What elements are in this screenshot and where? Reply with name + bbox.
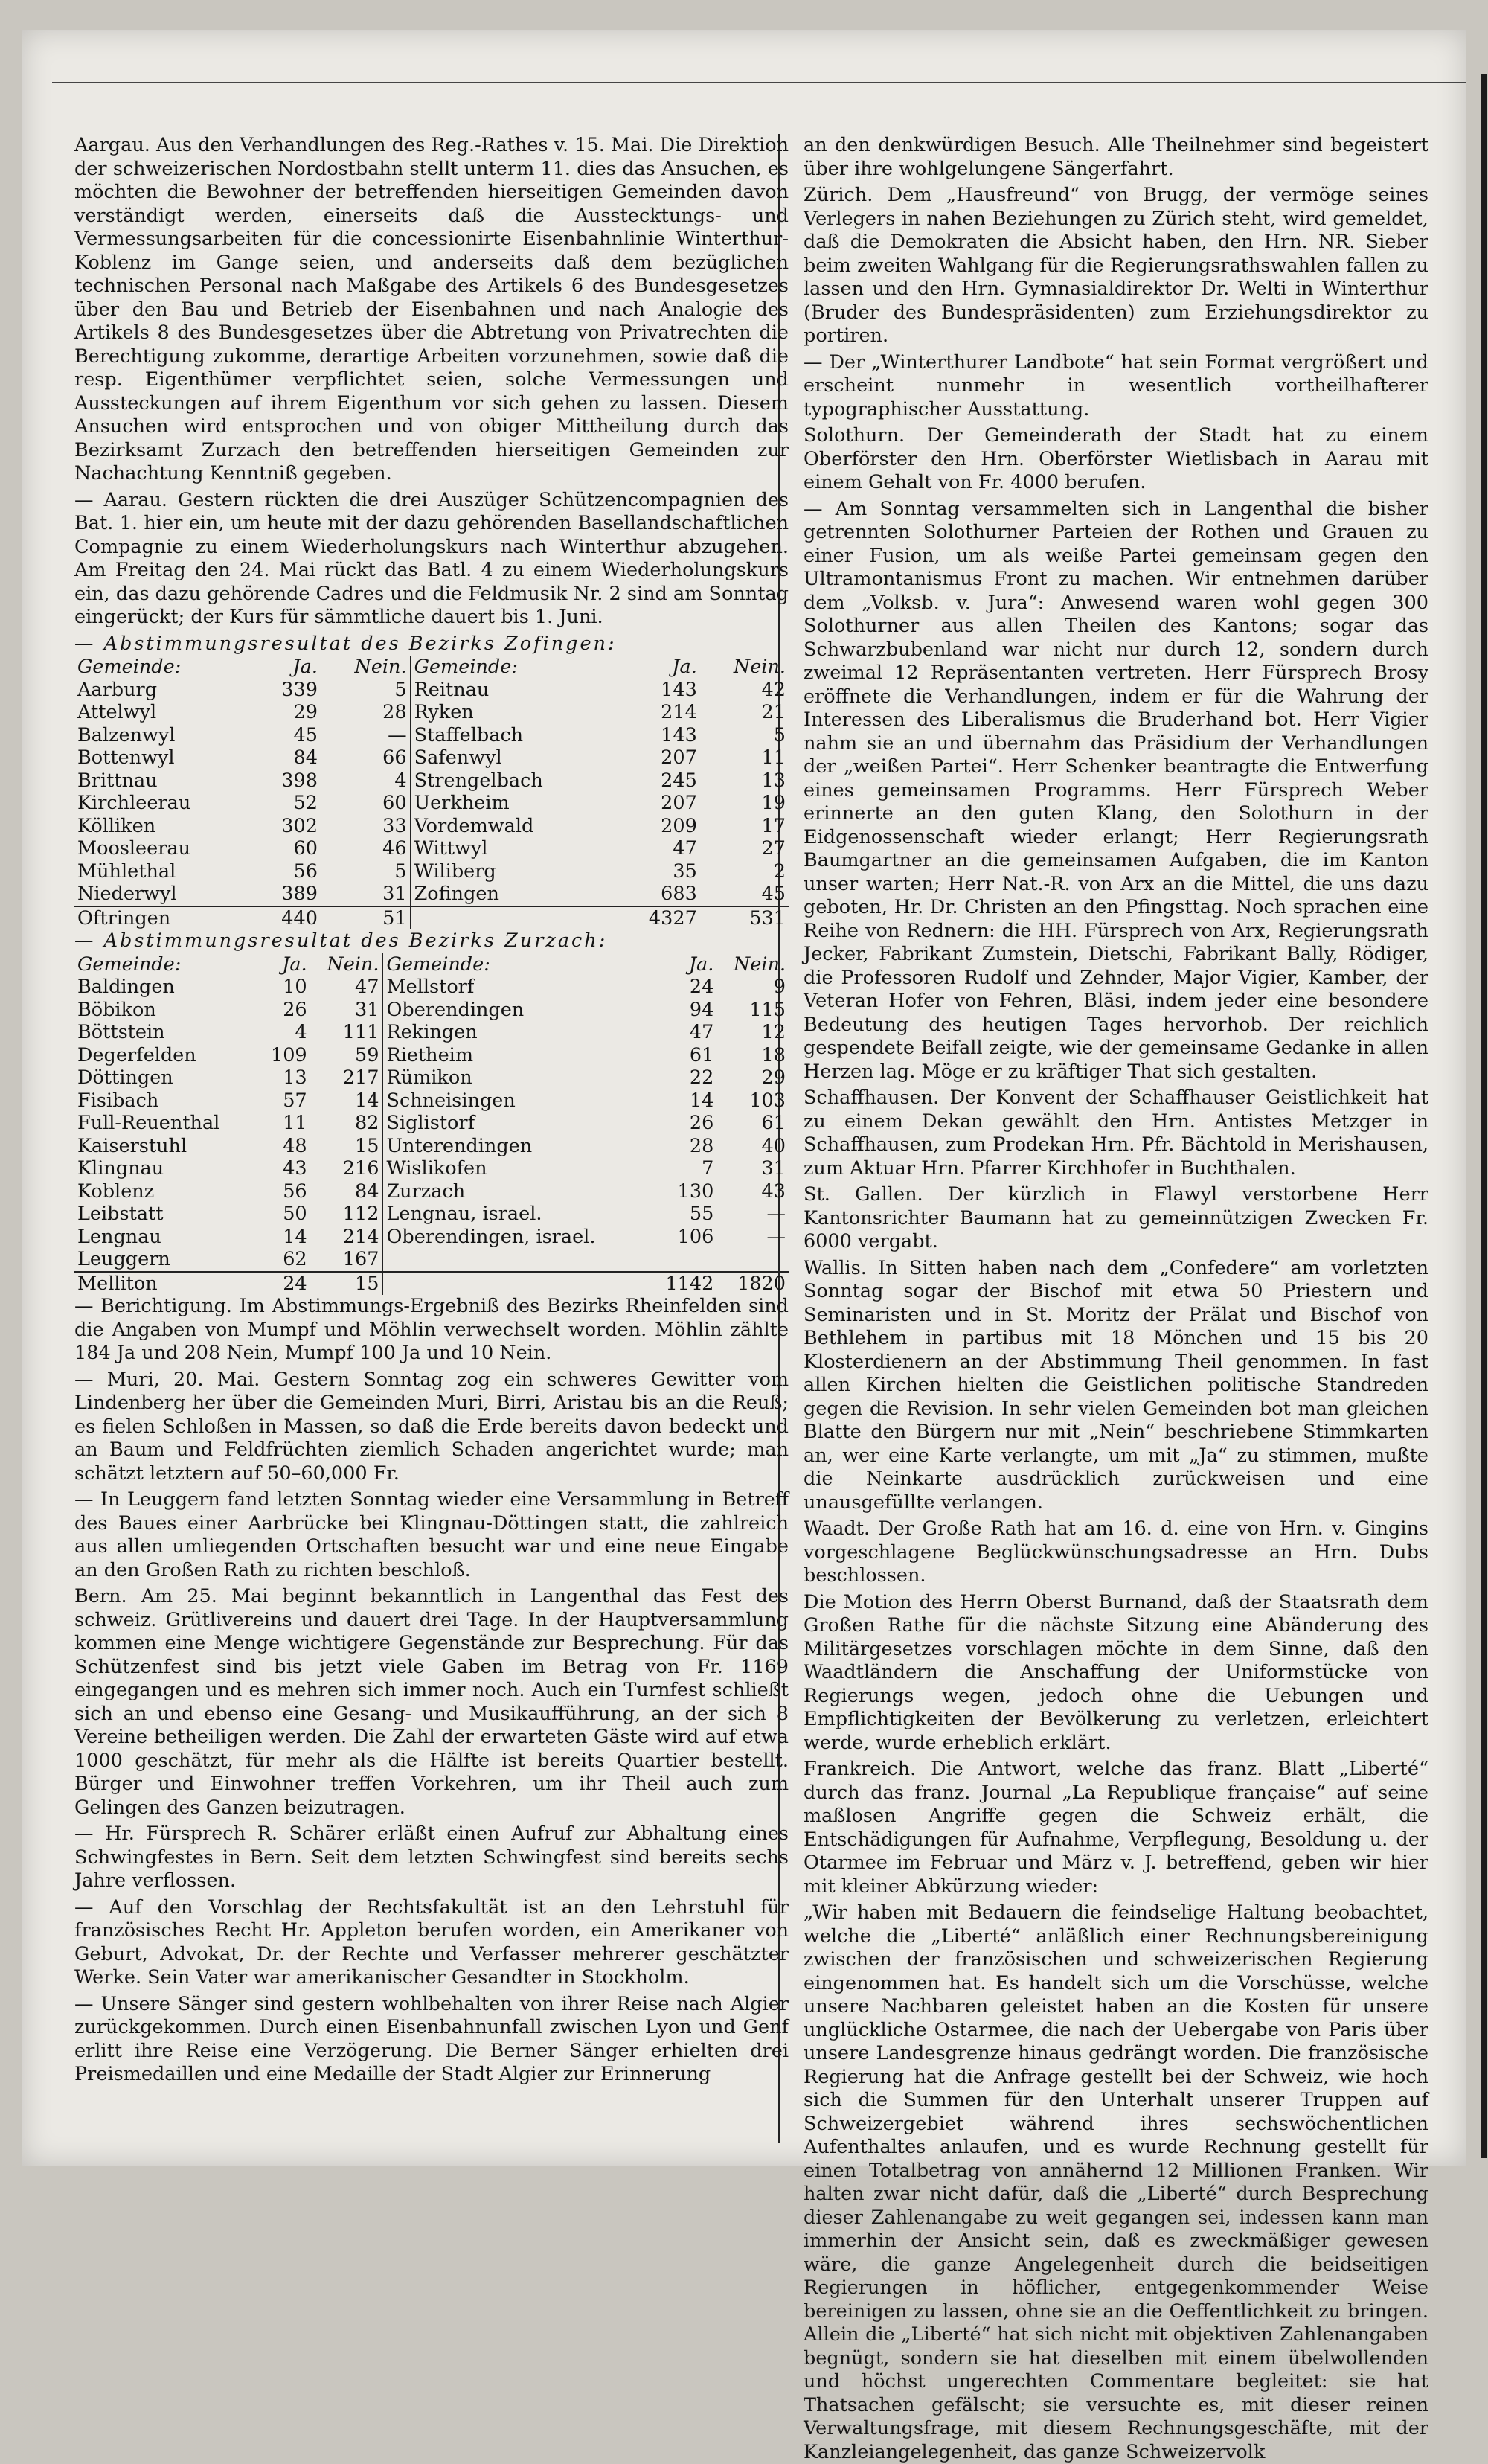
zurzach-cell: —	[766, 1203, 786, 1225]
zofingen-cell: 209	[661, 814, 697, 837]
zofingen-cell: 4	[321, 769, 411, 793]
zofingen-cell: 5	[321, 679, 411, 702]
zofingen-cell: 2	[773, 860, 786, 883]
zofingen-row	[74, 792, 789, 815]
zofingen-cell: 19	[761, 792, 786, 814]
zurzach-cell	[716, 1248, 789, 1272]
zofingen-row	[74, 837, 789, 860]
zurzach-cell: Leibstatt	[77, 1203, 164, 1225]
zofingen-header-cell: Gemeinde:	[77, 656, 182, 678]
zurzach-cell: 10	[283, 976, 307, 998]
zurzach-cell: 167	[310, 1248, 383, 1272]
left-column	[74, 134, 789, 2087]
zurzach-cell: Lengnau	[77, 1225, 161, 1248]
zurzach-cell: 14	[689, 1089, 714, 1112]
zofingen-cell: 66	[321, 746, 411, 769]
zofingen-cell: Kirchleerau	[77, 792, 191, 814]
zurzach-cell: Rekingen	[386, 1021, 478, 1043]
zofingen-cell: 51	[321, 906, 411, 930]
zurzach-cell: 59	[310, 1044, 383, 1067]
zofingen-cell: 28	[321, 701, 411, 724]
zofingen-cell: Bottenwyl	[77, 746, 175, 769]
zurzach-cell: Fisibach	[77, 1089, 159, 1112]
zurzach-row	[74, 1248, 789, 1272]
zurzach-cell: 1142	[650, 1272, 716, 1296]
zurzach-cell: 15	[310, 1272, 383, 1296]
article-schaffhausen: Schaffhausen. Der Konvent der Schaffhauser Geistlichkeit hat zu einem Dekan gewählt den Hrn. Antistes Metzger in Schaffhausen, zum Prodekan Hrn. Pfr. Bächtold in Merishausen, zum Aktuar Hrn. Pfarrer Kirchhofer in Buchthalen.	[804, 1087, 1428, 1180]
zofingen-cell: 56	[293, 860, 318, 883]
zurzach-cell: 109	[270, 1043, 307, 1066]
zofingen-cell: Niederwyl	[77, 883, 177, 905]
zurzach-cell: 31	[310, 999, 383, 1022]
zofingen-cell: Kölliken	[77, 814, 156, 837]
zurzach-cell	[382, 1248, 650, 1272]
zurzach-cell: 130	[677, 1180, 714, 1203]
zofingen-cell: 33	[321, 815, 411, 838]
zurzach-cell: 26	[283, 998, 307, 1021]
zurzach-cell: 13	[283, 1066, 307, 1089]
article-aarau-schuetzen: — Aarau. Gestern rückten die drei Auszüger Schützencompagnien des Bat. 1. hier ein, um heute mit der dazu gehörenden Basellandschaftlichen Compagnie zu einem Wiederholungskurs nach Winterthur abzugehen. Am Freitag den 24. Mai rückt das Batl. 4 zu einem Wiederholungskurs ein, das dazu gehörende Cadres und die Feldmusik Nr. 2 sind am Sonntag eingerückt; der Kurs für sämmtliche dauert bis 1. Juni.	[74, 488, 789, 628]
zurzach-cell: 47	[310, 976, 383, 999]
article-solothurn: Solothurn. Der Gemeinderath der Stadt hat zu einem Oberförster den Hrn. Oberförster Wietlisbach in Aarau mit einem Gehalt von Fr. 4000 berufen.	[804, 424, 1428, 493]
article-berichtigung: — Berichtigung. Im Abstimmungs-Ergebniß des Bezirks Rheinfelden sind die Angaben von Mumpf und Möhlin verwechselt worden. Möhlin zählte 184 Ja und 208 Nein, Mumpf 100 Ja und 10 Nein.	[74, 1295, 789, 1364]
zurzach-cell: 106	[677, 1225, 714, 1248]
table-zurzach-title: — Abstimmungsresultat des Bezirks Zurzach:	[74, 929, 608, 952]
article-schwingfest: — Hr. Fürsprech R. Schärer erläßt einen Aufruf zur Abhaltung eines Schwingfestes in Bern. Seit dem letzten Schwingfest sind bereits sechs Jahre verflossen.	[74, 1823, 789, 1892]
zofingen-cell: 29	[293, 701, 318, 723]
table-zofingen	[74, 656, 789, 929]
zofingen-cell: Vordemwald	[414, 814, 534, 837]
article-st-gallen: St. Gallen. Der kürzlich in Flawyl verstorbene Herr Kantonsrichter Baumann hat zu gemeinnützigen Zwecken Fr. 6000 vergabt.	[804, 1183, 1428, 1252]
zurzach-cell: 216	[310, 1157, 383, 1180]
zurzach-cell: 7	[702, 1157, 714, 1180]
zofingen-cell: Reitnau	[414, 678, 490, 701]
zurzach-header-cell: Ja.	[688, 953, 714, 976]
zurzach-cell: 28	[689, 1134, 714, 1157]
zofingen-cell: Uerkheim	[414, 792, 510, 814]
table-zofingen-title: — Abstimmungsresultat des Bezirks Zofingen:	[74, 632, 617, 655]
zofingen-cell: 339	[281, 678, 318, 701]
article-wallis: Wallis. In Sitten haben nach dem „Confedere“ am vorletzten Sonntag sogar der Bischof mit etwa 50 Priestern und Seminaristen und in St. Moritz der Prälat und Bischof von Bethlehem in partibus mit 18 Mönchen und 15 bis 20 Klosterdienern an der Abstimmung Theil genommen. In fast allen Kirchen hielten die Geistlichen politische Standreden gegen die Revision. In sehr vielen Gemeinden bot man gleichen Blatte den Bürgern nur mit „Nein“ beschriebene Stimmkarten an, wer eine Karte verlangte, um mit „Ja“ zu stimmen, mußte die Neinkarte ausdrücklich zurückweisen und eine unausgefüllte verlangen.	[804, 1256, 1428, 1514]
zurzach-row	[74, 1272, 789, 1296]
zurzach-cell: 84	[310, 1180, 383, 1203]
zurzach-cell: Koblenz	[77, 1180, 155, 1203]
zurzach-cell: 29	[761, 1066, 786, 1089]
zurzach-cell: 31	[761, 1157, 786, 1180]
zofingen-row	[74, 883, 789, 906]
zofingen-cell: 21	[761, 701, 786, 723]
zurzach-cell: —	[766, 1225, 786, 1248]
zofingen-cell: 207	[661, 746, 697, 769]
zurzach-cell: Klingnau	[77, 1157, 164, 1180]
zurzach-cell: Döttingen	[77, 1066, 173, 1089]
article-rechtsfakultaet: — Auf den Vorschlag der Rechtsfakultät ist an den Lehrstuhl für französisches Recht Hr. Appleton berufen worden, ein Amerikaner von Geburt, Advokat, Dr. der Rechte und Verfasser mehrerer geschätzter Werke. Sein Vater war amerikanischer Gesandter in Stockholm.	[74, 1895, 789, 1988]
zurzach-row	[74, 1226, 789, 1249]
zofingen-cell: Staffelbach	[414, 723, 524, 746]
zofingen-cell: Wiliberg	[414, 860, 496, 883]
zurzach-row	[74, 1089, 789, 1113]
article-aargau-regrat: Aargau. Aus den Verhandlungen des Reg.-Rathes v. 15. Mai. Die Direktion der schweizerischen Nordostbahn stellt unterm 11. dies das Ansuchen, es möchten die Bewohner der betreffenden hierseitigen Gemeinden davon verständigt werden, einerseits daß die Ausstecktungs- und Vermessungsarbeiten für die concessionirte Eisenbahnlinie Winterthur-Koblenz im Gange seien, und anderseits daß dem bezüglichen technischen Personal nach Maßgabe des Artikels 6 des Bundesgesetzes über den Bau und Betrieb der Eisenbahnen und nach Analogie des Artikels 8 des Bundesgesetzes über die Abtretung von Privatrechten die Berechtigung zukomme, derartige Arbeiten vorzunehmen, sowie daß die resp. Eigenthümer verpflichtet seien, solche Vermessungen und Aussteckungen auf ihrem Eigenthum vor sich gehen zu lassen. Diesem Ansuchen wird entsprochen und von obiger Mittheilung durch das Bezirksamt Zurzach den betreffenden hierseitigen Gemeinden zur Nachachtung Kenntniß gegeben.	[74, 134, 789, 484]
zofingen-cell: Balzenwyl	[77, 723, 176, 746]
article-leuggern: — In Leuggern fand letzten Sonntag wieder eine Versammlung in Betreff des Baues einer Aarbrücke bei Klingnau-Döttingen statt, die zahlreich aus allen umliegenden Ortschaften besucht war und eine neue Eingabe an den Großen Rath zu richten beschloß.	[74, 1488, 789, 1581]
zurzach-cell: 61	[761, 1112, 786, 1134]
zurzach-cell: Kaiserstuhl	[77, 1134, 187, 1157]
zurzach-cell: Siglistorf	[386, 1112, 475, 1134]
zofingen-row	[74, 724, 789, 747]
zofingen-cell: 84	[293, 746, 318, 769]
article-zuerich: Zürich. Dem „Hausfreund“ von Brugg, der vermöge seines Verlegers in nahen Beziehungen zu Zürich steht, wird gemeldet, daß die Demokraten die Absicht haben, den Hrn. NR. Sieber beim zweiten Wahlgang für die Regierungsrathswahlen fallen zu lassen und den Hrn. Gymnasialdirektor Dr. Welti in Winterthur (Bruder des Bundespräsidenten) zum Erziehungsdirektor zu portiren.	[804, 184, 1428, 347]
zurzach-cell: Böbikon	[77, 998, 156, 1021]
zurzach-cell: Unterendingen	[386, 1134, 533, 1157]
zofingen-cell: 440	[256, 906, 320, 930]
zurzach-header-cell: Nein.	[733, 953, 786, 976]
right-column	[804, 134, 1428, 2464]
article-frankreich: Frankreich. Die Antwort, welche das franz. Blatt „Liberté“ durch das franz. Journal „La Republique française“ auf seine maßlosen Angriffe gegen die Schweiz erhält, die Entschädigungen für Aufnahme, Verpflegung, Besoldung u. der Otarmee im Februar und März v. J. betreffend, geben wir hier mit kleiner Abkürzung wieder:	[804, 1758, 1428, 1898]
zurzach-row	[74, 1135, 789, 1158]
zofingen-cell: Moosleerau	[77, 837, 191, 860]
zofingen-cell: 60	[321, 792, 411, 815]
zurzach-cell: 26	[689, 1112, 714, 1134]
zurzach-row	[74, 999, 789, 1022]
zurzach-cell: 103	[749, 1089, 786, 1112]
page-edge-shadow	[1481, 74, 1487, 2158]
zurzach-cell: 43	[761, 1180, 786, 1203]
zofingen-cell: 5	[773, 723, 786, 746]
zurzach-row	[74, 1180, 789, 1203]
zofingen-cell: —	[321, 724, 411, 747]
zofingen-cell: 52	[293, 792, 318, 814]
zurzach-cell: 47	[689, 1021, 714, 1043]
zurzach-cell: Oberendingen, israel.	[386, 1225, 596, 1248]
zurzach-cell: 82	[310, 1112, 383, 1135]
zurzach-cell: 94	[689, 998, 714, 1021]
zurzach-cell: 18	[761, 1043, 786, 1066]
zofingen-cell: Strengelbach	[414, 769, 543, 792]
article-bern-gruetli: Bern. Am 25. Mai beginnt bekanntlich in Langenthal das Fest des schweiz. Grütlivereins und dauert drei Tage. In der Hauptversammlung kommen eine Menge wichtigere Gegenstände zur Besprechung. Für das Schützenfest sind bis jetzt viele Gaben im Betrag von Fr. 1169 eingegangen und es mehren sich immer noch. Auch ein Turnfest schließt sich an und ebenso eine Gesang- und Musikaufführung, an der sich 8 Vereine betheiligen werden. Die Zahl der erwarteten Gäste wird auf etwa 1000 geschätzt, für mehr als die Hälfte ist bereits Quartier bestellt. Bürger und Einwohner treffen Vorkehren, um ihr Theil auch zum Gelingen des Ganzen beizutragen.	[74, 1585, 789, 1819]
article-saenger: — Unsere Sänger sind gestern wohlbehalten von ihrer Reise nach Algier zurückgekommen. Durch einen Eisenbahnunfall zwischen Lyon und Genf erlitt ihre Reise eine Verzögerung. Die Berner Sänger erhielten drei Preismedaillen und eine Medaille der Stadt Algier zur Erinnerung	[74, 1992, 789, 2085]
zofingen-row	[74, 815, 789, 838]
zofingen-cell: 27	[761, 837, 786, 860]
zurzach-cell: 24	[258, 1272, 310, 1296]
zofingen-row	[74, 860, 789, 883]
zofingen-cell: Zofingen	[414, 883, 499, 905]
article-saenger-cont: an den denkwürdigen Besuch. Alle Theilnehmer sind begeistert über ihre wohlgelungene Sängerfahrt.	[804, 134, 1428, 180]
zofingen-cell: 389	[281, 883, 318, 905]
article-waadt-motion: Die Motion des Herrn Oberst Burnand, daß der Staatsrath dem Großen Rathe für die nächste Sitzung eine Abänderung des Militärgesetzes vorschlagen möchte in dem Sinne, daß den Waadtländern die Anschaffung der Uniformstücke von Regierungs wegen, jedoch ohne die Uebungen und Empflichtigkeiten der Bevölkerung zu verletzen, erleichtert werde, wurde erheblich erklärt.	[804, 1590, 1428, 1754]
zurzach-cell: Schneisingen	[386, 1089, 516, 1112]
zofingen-cell: 302	[281, 814, 318, 837]
zofingen-cell: 42	[761, 678, 786, 701]
zurzach-cell: 112	[310, 1203, 383, 1226]
zurzach-cell: 12	[761, 1021, 786, 1043]
newspaper-page	[22, 30, 1466, 2463]
zurzach-row	[74, 1203, 789, 1226]
zurzach-header-cell: Ja.	[282, 953, 307, 976]
zofingen-cell: 31	[321, 883, 411, 906]
zurzach-row	[74, 1066, 789, 1089]
zurzach-row	[74, 1044, 789, 1067]
zofingen-cell: 143	[661, 678, 697, 701]
zurzach-cell: 50	[283, 1203, 307, 1225]
zurzach-cell: Leuggern	[77, 1248, 170, 1270]
zofingen-cell: 13	[761, 769, 786, 792]
zurzach-header-cell: Gemeinde:	[386, 953, 490, 976]
zurzach-cell: 61	[689, 1043, 714, 1066]
zurzach-cell: Oberendingen	[386, 998, 525, 1021]
zurzach-cell: Zurzach	[386, 1180, 466, 1203]
zurzach-cell: 40	[761, 1134, 786, 1157]
zurzach-cell: Mellstorf	[386, 976, 475, 998]
zofingen-cell: 45	[761, 883, 786, 905]
header-rule	[52, 82, 1466, 83]
zurzach-cell: 56	[283, 1180, 307, 1203]
zofingen-cell: 47	[673, 837, 697, 860]
zofingen-cell: 60	[293, 837, 318, 860]
zurzach-cell: Degerfelden	[77, 1043, 196, 1066]
zurzach-cell: 115	[749, 998, 786, 1021]
zofingen-cell: 5	[321, 860, 411, 883]
zurzach-cell: 57	[283, 1089, 307, 1112]
zurzach-cell: Baldingen	[77, 976, 175, 998]
table-zurzach	[74, 953, 789, 1296]
zurzach-cell: 22	[689, 1066, 714, 1089]
zurzach-cell: 111	[310, 1021, 383, 1044]
zurzach-cell: Wislikofen	[386, 1157, 487, 1180]
zofingen-cell: Mühlethal	[77, 860, 176, 883]
zurzach-header-cell: Nein.	[310, 953, 383, 976]
article-landbote: — Der „Winterthurer Landbote“ hat sein Format vergrößert und erscheint nunmehr in wesentlich vortheilhafterer typographischer Ausstattung.	[804, 351, 1428, 420]
zurzach-cell: 14	[283, 1225, 307, 1248]
zofingen-row	[74, 746, 789, 769]
zurzach-cell: Rietheim	[386, 1043, 474, 1066]
zofingen-cell: 11	[761, 746, 786, 769]
zurzach-cell: 11	[283, 1112, 307, 1134]
zurzach-cell: 15	[310, 1135, 383, 1158]
zofingen-cell: Wittwyl	[414, 837, 488, 860]
article-frankreich-quote: „Wir haben mit Bedauern die feindselige Haltung beobachtet, welche die „Liberté“ anläßlich einer Rechnungsbereinigung zwischen der französischen und schweizerischen Regierung eingenommen hat. Es handelt sich um die Vorschüsse, welche unsere Nachbaren geleistet haben an die Kosten für unsere unglückliche Ostarmee, die nach der Uebergabe von Paris über unsere Landesgrenze hinaus gedrängt worden. Die französische Regierung hat die Anfrage gestellt bei der Schweiz, wie hoch sich die Summen für den Unterhalt unserer Truppen auf Schweizergebiet während ihres sechswöchentlichen Aufenthaltes anlaufen, und es wurde Rechnung gestellt für einen Totalbetrag von annähernd 12 Millionen Franken. Wir halten zwar nicht dafür, daß die „Liberté“ durch Besprechung dieser Zahlenangabe zu weit gegangen sei, indessen kann man immerhin der Ansicht sein, daß es zweckmäßiger gewesen wäre, die ganze Angelegenheit durch die beidseitigen Regierungen in höflicher, entgegenkommender Weise bereinigen zu lassen, ohne sie an die Oeffentlichkeit zu bringen. Allein die „Liberté“ hat sich nicht mit objektiven Zahlenangaben begnügt, sondern sie hat dieselben mit einem übelwollenden und höchst ungerechten Commentare begleitet: sie hat Thatsachen gefälscht; sie versuchte es, mit dieser reinen Verwaltungsfrage, mit diesem Rechnungsgeschäfte, mit der Kanzleiangelegenheit, das ganze Schweizervolk	[804, 1901, 1428, 2463]
zurzach-row	[74, 1157, 789, 1180]
zurzach-row	[74, 1112, 789, 1135]
zofingen-cell: 214	[661, 701, 697, 723]
zofingen-header-cell: Nein.	[321, 656, 411, 679]
zurzach-cell: 1820	[716, 1272, 789, 1296]
zofingen-row	[74, 701, 789, 724]
zurzach-cell: 62	[283, 1248, 307, 1270]
zurzach-cell: Rümikon	[386, 1066, 472, 1089]
zofingen-cell: 531	[700, 906, 789, 930]
article-waadt: Waadt. Der Große Rath hat am 16. d. eine von Hrn. v. Gingins vorgeschlagene Beglückwünschungsadresse an Hrn. Dubs beschlossen.	[804, 1517, 1428, 1587]
zurzach-cell	[650, 1248, 716, 1272]
zofingen-cell: Ryken	[414, 701, 474, 723]
article-langenthal: — Am Sonntag versammelten sich in Langenthal die bisher getrennten Solothurner Parteien der Rothen und Grauen zu einer Fusion, um als weiße Partei gemeinsam gegen den Ultramontanismus Front zu machen. Wir entnehmen darüber dem „Volksb. v. Jura“: Anwesend waren wohl gegen 300 Solothurner aus allen Theilen des Kantons; sogar das Schwarzbubenland war nicht nur durch 12, sondern durch zweimal 12 Repräsentanten vertreten. Herr Fürsprech Brosy eröffnete die Verhandlungen, indem er für die Wahrung der Interessen des Liberalismus die Bruderhand bot. Herr Vigier nahm sie an und übernahm das Präsidium der Verhandlungen der „weißen Partei“. Herr Schenker beantragte die Entwerfung eines gemeinsamen Programms. Herr Fürsprech Weber erinnerte an den guten Klang, den Solothurn in der Eidgenossenschaft wieder erlangt; Herr Regierungsrath Baumgartner an die gemeinsamen Aufgaben, die im Kanton unser warten; Herr Nat.-R. von Arx an die Mittel, die uns dazu geboten, Hr. Dr. Christen an den Pfingsttag. Noch sprachen eine Reihe von Rednern: die HH. Fürsprech von Arx, Regierungsrath Jecker, Fabrikant Zumstein, Dietschi, Fabrikant Bally, Rödiger, die Professoren Rudolf und Zehnder, Major Vigier, Kamber, der Veteran Hofer von Fehren, Bläsi, indem jeder eine besondere Bedeutung des heutigen Tages hervorhob. Der reichlich gespendete Beifall zeigte, wie der gemeinsame Gedanke in allen Herzen lag. Möge er zu kräftiger That sich gestalten.	[804, 497, 1428, 1083]
zurzach-cell: Full-Reuenthal	[77, 1112, 220, 1134]
zofingen-cell: 143	[661, 723, 697, 746]
zofingen-header-cell: Ja.	[672, 656, 697, 678]
zofingen-cell: 207	[661, 792, 697, 814]
zurzach-cell: Melliton	[74, 1272, 258, 1296]
zofingen-cell: Attelwyl	[77, 701, 157, 723]
zurzach-cell: 43	[283, 1157, 307, 1180]
zofingen-row	[74, 769, 789, 793]
zofingen-cell: Safenwyl	[414, 746, 502, 769]
zofingen-cell: 4327	[618, 906, 700, 930]
zofingen-cell: 45	[293, 723, 318, 746]
zofingen-cell: 46	[321, 837, 411, 860]
zofingen-cell: 35	[673, 860, 697, 883]
zurzach-header-cell: Gemeinde:	[77, 953, 182, 976]
zofingen-cell	[411, 906, 618, 930]
zurzach-cell: 55	[689, 1203, 714, 1225]
zofingen-row	[74, 679, 789, 702]
zurzach-cell	[382, 1272, 650, 1296]
zurzach-cell: 4	[295, 1021, 307, 1043]
zurzach-row	[74, 976, 789, 999]
zurzach-cell: 24	[689, 976, 714, 998]
zofingen-header-cell: Ja.	[292, 656, 318, 678]
zofingen-row	[74, 906, 789, 930]
zurzach-cell: Böttstein	[77, 1021, 165, 1043]
zurzach-cell: Lengnau, israel.	[386, 1203, 542, 1225]
zofingen-cell: 245	[661, 769, 697, 792]
article-muri: — Muri, 20. Mai. Gestern Sonntag zog ein schweres Gewitter vom Lindenberg her über die Gemeinden Muri, Birri, Aristau bis an die Reuß; es fielen Schloßen in Massen, so daß die Erde bereits davon bedeckt und an Baum und Feldfrüchten ziemlich Schaden angerichtet wurde; man schätzt letztern auf 50–60,000 Fr.	[74, 1368, 789, 1485]
zofingen-header-cell: Gemeinde:	[414, 656, 518, 678]
zofingen-cell: 398	[281, 769, 318, 792]
zofingen-cell: 17	[761, 814, 786, 837]
zurzach-cell: 14	[310, 1089, 383, 1113]
zurzach-cell: 217	[310, 1066, 383, 1089]
zofingen-cell: Aarburg	[77, 678, 158, 701]
zofingen-header-cell: Nein.	[733, 656, 786, 678]
zofingen-cell: Oftringen	[74, 906, 256, 930]
zurzach-cell: 48	[283, 1134, 307, 1157]
zofingen-cell: 683	[661, 883, 697, 905]
zofingen-cell: Brittnau	[77, 769, 158, 792]
zurzach-cell: 214	[310, 1226, 383, 1249]
zurzach-cell: 9	[773, 976, 786, 998]
zurzach-row	[74, 1021, 789, 1044]
